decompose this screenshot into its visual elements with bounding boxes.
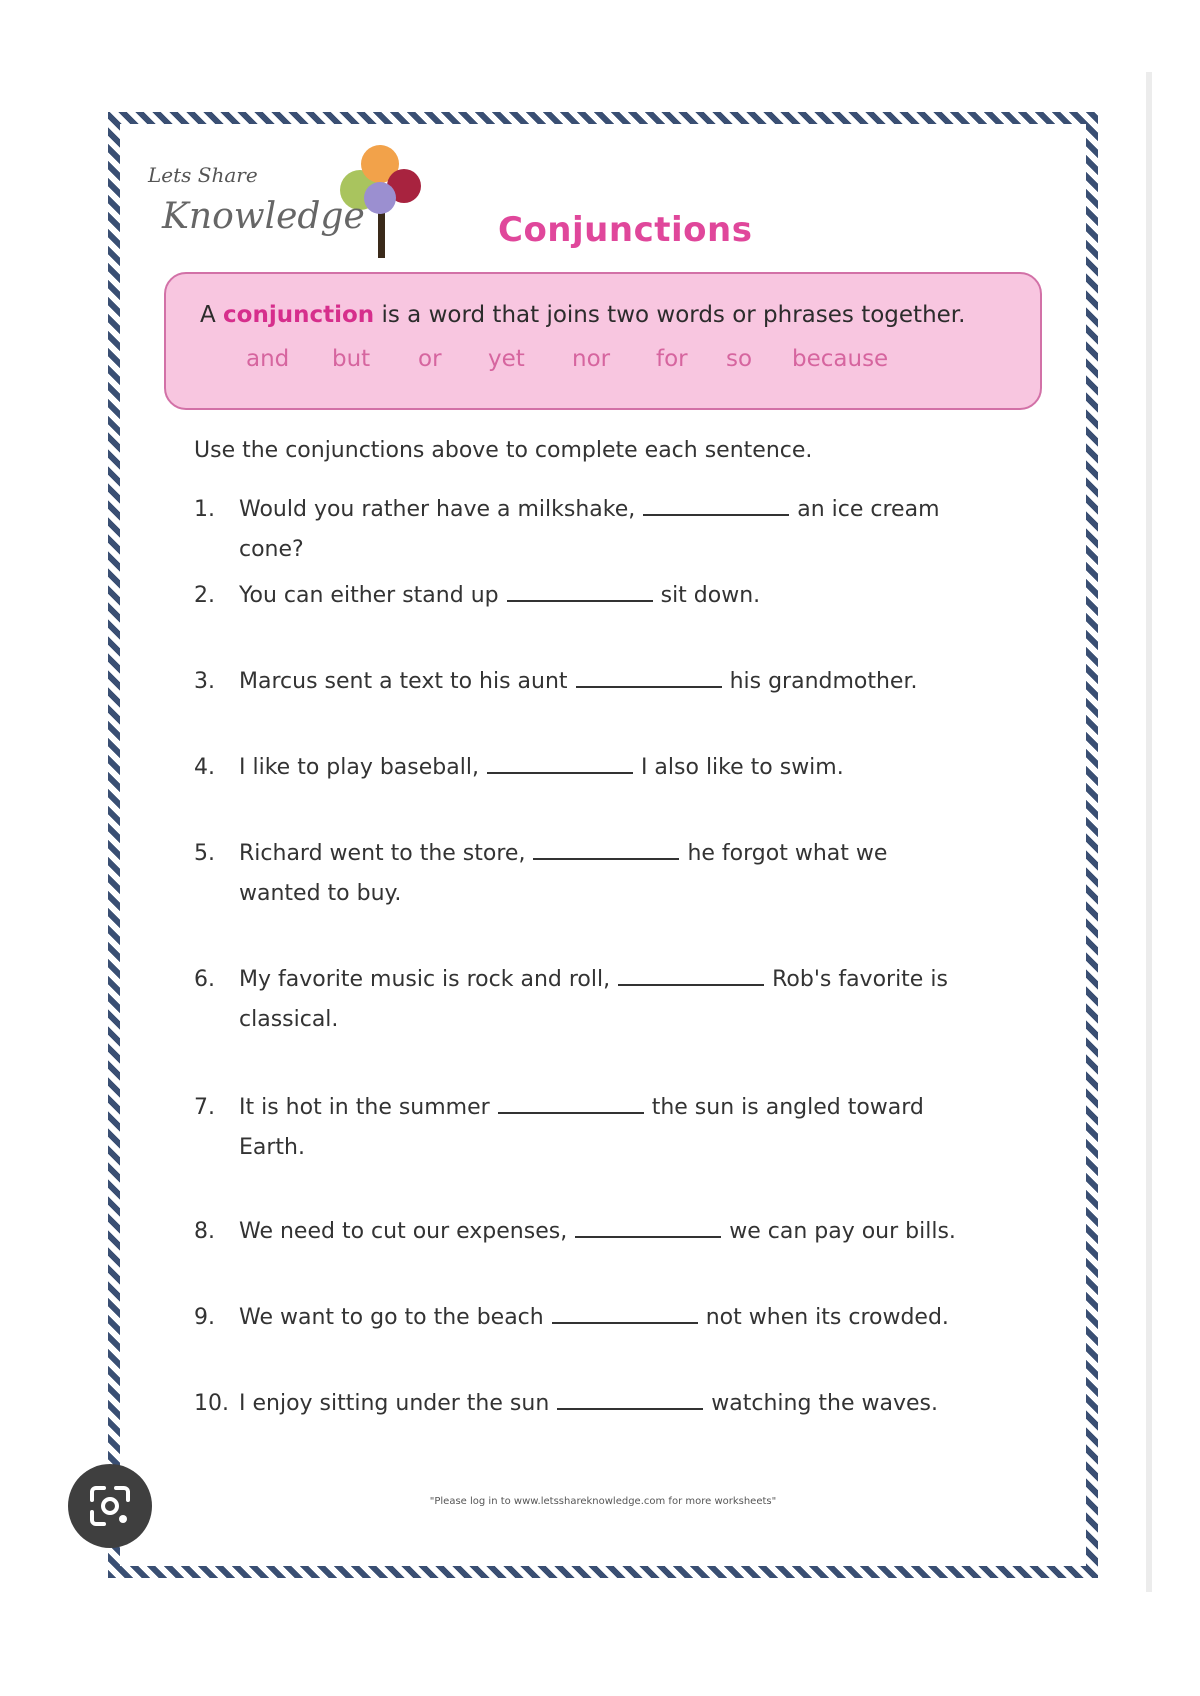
question-text: Would you rather have a milkshake,	[239, 497, 636, 522]
question-text: You can either stand up	[239, 583, 499, 608]
question-continuation: classical.	[239, 1007, 339, 1032]
answer-blank[interactable]	[507, 578, 653, 602]
conjunction-word: yet	[488, 346, 525, 372]
question-number: 3.	[194, 669, 215, 694]
question-text: Rob's favorite is	[772, 967, 948, 992]
answer-blank[interactable]	[618, 962, 764, 986]
conjunction-word: or	[418, 346, 442, 372]
definition-suffix: is a word that joins two words or phrases together.	[374, 302, 966, 328]
question-number: 7.	[194, 1095, 215, 1120]
question-text: watching the waves.	[711, 1391, 939, 1416]
page-edge	[1146, 72, 1152, 1592]
conjunction-word: so	[726, 346, 753, 372]
conjunction-word: but	[332, 346, 371, 372]
question-number: 5.	[194, 841, 215, 866]
question-text: Richard went to the store,	[239, 841, 526, 866]
question-text: he forgot what we	[687, 841, 888, 866]
question-continuation: cone?	[239, 537, 304, 562]
definition-term: conjunction	[223, 302, 375, 328]
camera-lens-icon	[88, 1484, 132, 1528]
logo	[142, 138, 442, 268]
conjunction-word: for	[656, 346, 688, 372]
question-text: the sun is angled toward	[651, 1095, 924, 1120]
question-text: we can pay our bills.	[729, 1219, 956, 1244]
conjunction-word: because	[792, 346, 889, 372]
question-text: an ice cream	[797, 497, 940, 522]
question-text: I also like to swim.	[640, 755, 844, 780]
answer-blank[interactable]	[533, 836, 679, 860]
question-number: 6.	[194, 967, 215, 992]
definition-text	[200, 302, 965, 328]
question-number: 10.	[194, 1391, 229, 1416]
question-continuation: wanted to buy.	[239, 881, 402, 906]
instructions: Use the conjunctions above to complete each sentence.	[194, 438, 813, 463]
question-text: We want to go to the beach	[239, 1305, 544, 1330]
question-text: It is hot in the summer	[239, 1095, 490, 1120]
question-text: his grandmother.	[729, 669, 918, 694]
question-number: 8.	[194, 1219, 215, 1244]
question-number: 9.	[194, 1305, 215, 1330]
question-text: sit down.	[660, 583, 761, 608]
question-text: Marcus sent a text to his aunt	[239, 669, 568, 694]
question-number: 2.	[194, 583, 215, 608]
answer-blank[interactable]	[576, 664, 722, 688]
logo-line1: Lets Share	[148, 163, 258, 187]
answer-blank[interactable]	[643, 492, 789, 516]
question-number: 1.	[194, 497, 215, 522]
question-text: I enjoy sitting under the sun	[239, 1391, 550, 1416]
definition-box	[164, 272, 1042, 410]
page-title: Conjunctions	[498, 210, 753, 250]
answer-blank[interactable]	[487, 750, 633, 774]
conjunction-word-list	[166, 346, 1040, 376]
conjunction-word: nor	[572, 346, 611, 372]
question-continuation: Earth.	[239, 1135, 305, 1160]
answer-blank[interactable]	[557, 1386, 703, 1410]
logo-line2: Knowledge	[162, 196, 365, 237]
question-text: not when its crowded.	[705, 1305, 949, 1330]
conjunction-word: and	[246, 346, 290, 372]
question-number: 4.	[194, 755, 215, 780]
question-text: I like to play baseball,	[239, 755, 479, 780]
question-text: We need to cut our expenses,	[239, 1219, 568, 1244]
answer-blank[interactable]	[498, 1090, 644, 1114]
lens-search-button[interactable]	[68, 1464, 152, 1548]
question-text: My favorite music is rock and roll,	[239, 967, 611, 992]
worksheet	[108, 112, 1098, 1578]
answer-blank[interactable]	[552, 1300, 698, 1324]
footer-note: "Please log in to www.letsshareknowledge.com for more worksheets"	[429, 1496, 777, 1507]
definition-prefix: A	[200, 302, 224, 328]
answer-blank[interactable]	[575, 1214, 721, 1238]
